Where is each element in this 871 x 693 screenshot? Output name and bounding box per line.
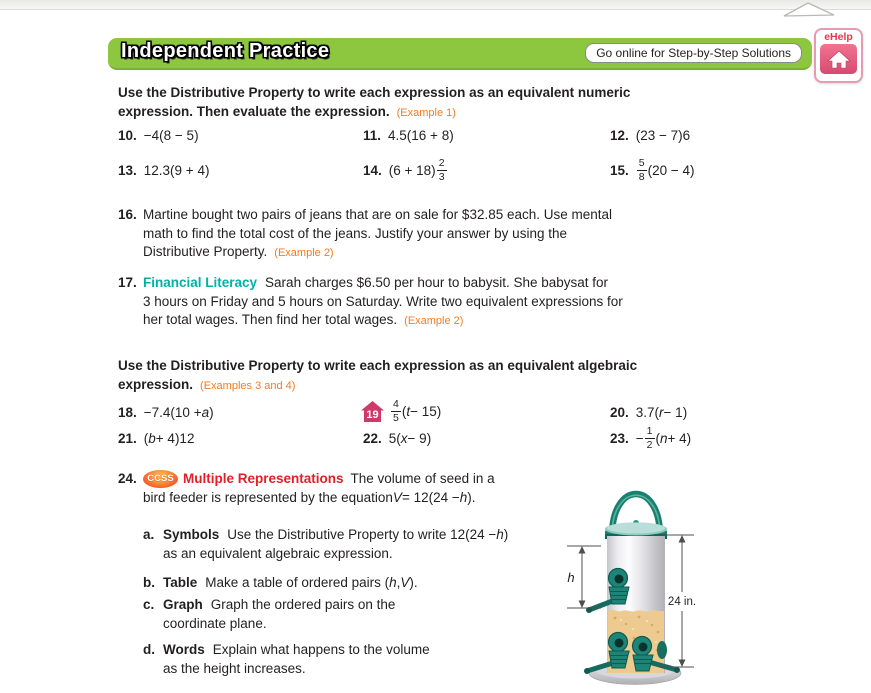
problem-number: 15. xyxy=(610,162,629,178)
expression: (6 + 18) $\frac{2}{3}$ xyxy=(388,156,445,183)
expression: 4.5(16 + 8) xyxy=(388,127,454,143)
expression: 5( x − 9) xyxy=(388,430,432,446)
ehelp-button[interactable] xyxy=(814,28,863,83)
problem-number: 22. xyxy=(363,430,382,446)
problem-number: 13. xyxy=(118,162,137,178)
problem-15 xyxy=(610,153,695,187)
page-edge-strip xyxy=(0,0,871,10)
problem-22 xyxy=(363,430,431,446)
h-label: h xyxy=(567,570,575,585)
problem-24: 24. CCSS Multiple Representations The volume of seed in a bird feeder is represented by the equation V = 12(24 − h ). xyxy=(118,470,598,507)
ccss-icon: CCSS xyxy=(143,470,178,488)
problem-18 xyxy=(118,404,214,420)
problem-24-part-a: a. Symbols Use the Distributive Property to write 12(24 − h ) as an equivalent algebraic expression. xyxy=(143,527,509,561)
instruction-algebraic: Use the Distributive Property to write each expression as an equivalent algebraic expression. (Examples 3 and 4) xyxy=(118,358,638,392)
expression: $\frac{4}{5}$ ( t − 15) xyxy=(393,397,442,424)
problem-19 xyxy=(360,394,441,428)
problem-24-part-b: b. Table Make a table of ordered pairs ( h , V ). xyxy=(143,575,418,590)
problem-10 xyxy=(118,127,199,143)
ehelp-label: eHelp xyxy=(824,31,853,43)
expression: 12.3(9 + 4) xyxy=(143,162,210,178)
expression: − $\frac{1}{2}$ ( n + 4) xyxy=(635,424,692,451)
problem-number: 21. xyxy=(118,430,137,446)
expression: ( b + 4)12 xyxy=(143,430,195,446)
height-label: 24 in. xyxy=(667,596,697,608)
instruction-numeric: Use the Distributive Property to write each expression as an equivalent numeric expression. Then evaluate the expression. (Example 1) xyxy=(118,85,631,119)
page-curl-icon xyxy=(782,0,838,18)
equation-line: bird feeder is represented by the equation V = 12(24 − h ). xyxy=(143,489,476,505)
example-ref: (Example 1) xyxy=(396,106,456,119)
problem-number: 16. xyxy=(118,207,137,222)
problem-number: 17. xyxy=(118,275,137,290)
problem-24-part-d: d. Words Explain what happens to the volume as the height increases. xyxy=(143,642,430,676)
problem-13 xyxy=(118,162,209,178)
problem-19-house-badge[interactable] xyxy=(360,400,385,423)
example-ref: (Example 2) xyxy=(274,247,334,259)
bird-feeder-illustration xyxy=(563,472,808,693)
problem-14 xyxy=(363,153,448,187)
problem-16: 16. Martine bought two pairs of jeans that are on sale for $32.85 each. Use mental math to find the total cost of the jeans. Justify your answer by using the Distributive Property. (Example 2) xyxy=(118,207,613,259)
example-ref: (Example 2) xyxy=(404,315,464,327)
go-online-button[interactable]: Go online for Step-by-Step Solutions xyxy=(585,43,802,63)
page-title: Independent Practice xyxy=(121,40,330,62)
problem-23 xyxy=(610,421,691,455)
problem-12 xyxy=(610,127,690,143)
problem-number: 18. xyxy=(118,404,137,420)
practice-banner xyxy=(108,38,812,70)
financial-literacy-label: Financial Literacy xyxy=(143,275,258,290)
problem-number: 20. xyxy=(610,404,629,420)
expression: −4(8 − 5) xyxy=(143,127,199,143)
problem-21 xyxy=(118,430,194,446)
expression: −7.4(10 + a ) xyxy=(143,404,214,420)
problem-number: 24. xyxy=(118,471,137,486)
home-icon xyxy=(820,44,857,74)
expression: $\frac{5}{8}$ (20 − 4) xyxy=(638,156,695,183)
problem-number: 14. xyxy=(363,162,382,178)
problem-17: 17. Financial Literacy Sarah charges $6.50 per hour to babysit. She babysat for 3 hours on Friday and 5 hours on Saturday. Write two equivalent expressions for her total wages. Then find her total wages. (Example 2) xyxy=(118,275,623,327)
problem-11 xyxy=(363,127,454,143)
expression: (23 − 7)6 xyxy=(635,127,691,143)
expression: 3.7( r − 1) xyxy=(635,404,688,420)
svg-text:19: 19 xyxy=(366,408,379,421)
example-ref: (Examples 3 and 4) xyxy=(200,379,296,392)
problem-20 xyxy=(610,404,687,420)
problem-number: 11. xyxy=(363,127,382,143)
problem-number: 12. xyxy=(610,127,629,143)
problem-number: 23. xyxy=(610,430,629,446)
problem-24-part-c: c. Graph Graph the ordered pairs on the coordinate plane. xyxy=(143,597,396,631)
multiple-representations-label: Multiple Representations xyxy=(183,471,344,486)
problem-number: 10. xyxy=(118,127,137,143)
